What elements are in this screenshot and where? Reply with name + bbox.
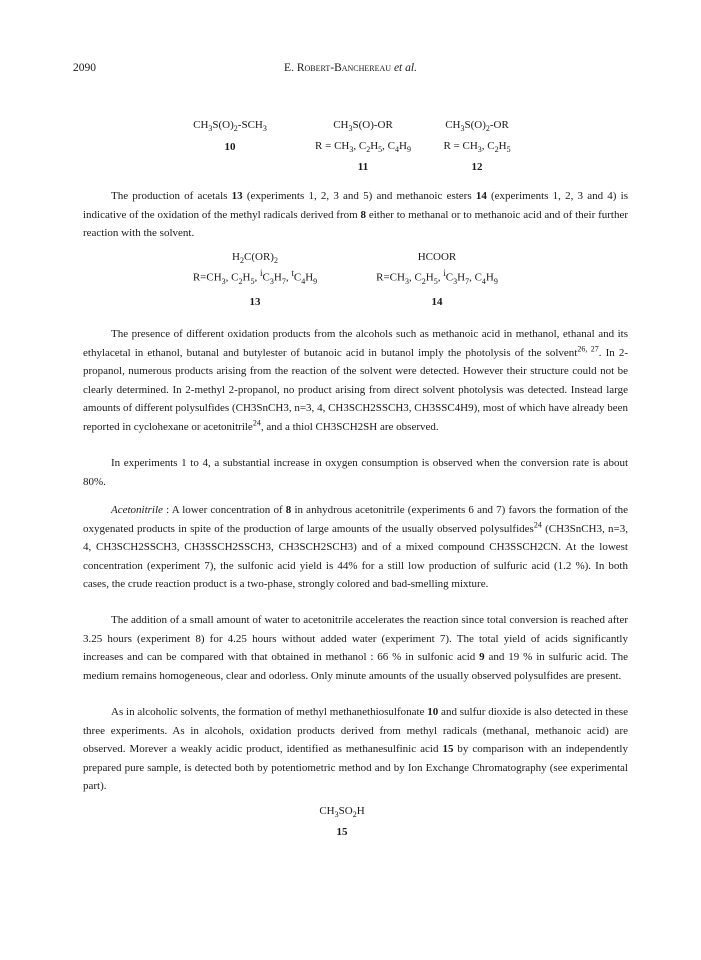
structure-15-label: 15 — [336, 826, 348, 838]
structure-10-label: 10 — [224, 141, 236, 153]
structure-14-formula: HCOOR — [417, 251, 457, 263]
paragraph-acetals: The production of acetals 13 (experiments 1, 2, 3 and 5) and methanoic esters 14 (experiments 1, 2, 3 and 4) is indicative of the oxidation of the methyl radicals derived from 8 either to methanal or to methanoic acid and of their further reaction with the solvent. — [83, 190, 628, 240]
paragraph-oxygen-consumption: In experiments 1 to 4, a substantial increase in oxygen consumption is observed when the conversion rate is about 80%. — [83, 457, 628, 488]
structure-12-formula: $CH_3S(O)_2-OR$ — [445, 119, 509, 134]
structure-14-label: 14 — [431, 296, 443, 308]
running-header — [0, 62, 701, 74]
structure-12-substituents: $R = CH_3$, $C_2H_5$ — [443, 140, 511, 155]
paragraph-water-addition: The addition of a small amount of water to acetonitrile accelerates the reaction since total conversion is reached after 3.25 hours (experiment 8) for 4.25 hours without added water (experiment 7). The total yield of acids significantly increases and can be compared with that obtained in methanol : 66 % in sulfonic acid 9 and 19 % in sulfuric acid. The medium remains homogeneous, clear and odorless. Only minute amounts of the usually observed polysulfides are present. — [83, 614, 628, 682]
author-suffix: et al. — [393, 62, 417, 74]
structure-13-formula: $H_2C(OR)_2$ — [232, 251, 278, 266]
structure-11-formula: $CH_3S(O)-OR$ — [333, 119, 393, 134]
structure-13-label: 13 — [249, 296, 261, 308]
paragraph-oxidation-products: The presence of different oxidation products from the alcohols such as methanoic acid in methanol, ethanal and its ethylacetal in ethanol, butanal and butylester of butanoic acid in butanol imply the photolysis of the solvent$^{26, 27}$. In 2-propanol, numerous products arising from the reaction of the solvent were detected. However their structure could not be clearly determined. In 2-methyl 2-propanol, no product arising from direct solvent photolysis was detected. Instead large amounts of different polysulfides (CH3SnCH3, n=3, 4, CH3SCH2SSCH3, CH3SSC4H9), most of which have already been reported in cyclohexane or acetonitrile$^{24}$, and a thiol CH3SCH2SH are observed. — [83, 328, 628, 433]
structure-11-label: 11 — [357, 161, 369, 173]
structure-15-formula: $CH_3SO_2H$ — [319, 805, 365, 820]
structure-12-label: 12 — [471, 161, 483, 173]
structure-10-formula: $CH_3S(O)_2-SCH_3$ — [193, 119, 267, 134]
author-name: E. Robert-Banchereau — [284, 62, 392, 74]
page-number: 2090 — [73, 62, 96, 74]
structure-11-substituents: $R = CH_3$, $C_2H_5$, $C_4H_9$ — [315, 140, 411, 155]
structure-13-substituents: $R=CH_3$, $C_2H_5$, $^iC_3H_7$, $^tC_4H_9$ — [192, 268, 318, 286]
structure-14-substituents: $R=CH_3$, $C_2H_5$, $^iC_3H_7$, $C_4H_9$ — [376, 268, 498, 286]
paragraph-acetonitrile: Acetonitrile : A lower concentration of 8 in anhydrous acetonitrile (experiments 6 and 7) favors the formation of the oxygenated products in spite of the production of large amounts of the usually observed polysulfides$^{24}$ (CH3SnCH3, n=3, 4, CH3SCH2SSCH3, CH3SSCH2SSCH3, CH3SCH2SCH3) and of a mixed compound CH3SSCH2CN. At the lowest concentration (experiment 7), the sulfonic acid yield is 44% for a still low production of sulfuric acid (1.2 %). In both cases, the crude reaction product is a two-phase, strongly colored and bad-smelling mixture. — [83, 504, 629, 591]
paragraph-alcoholic-solvents: As in alcoholic solvents, the formation of methyl methanethiosulfonate 10 and sulfur dioxide is also detected in these three experiments. As in alcohols, oxidation products derived from methyl radicals (methanal, methanoic acid) are observed. Morever a weakly acidic product, identified as methanesulfinic acid 15 by comparison with an independently prepared pure sample, is detected both by potentiometric method and by Ion Exchange Chromatography (see experimental part). — [83, 706, 628, 793]
